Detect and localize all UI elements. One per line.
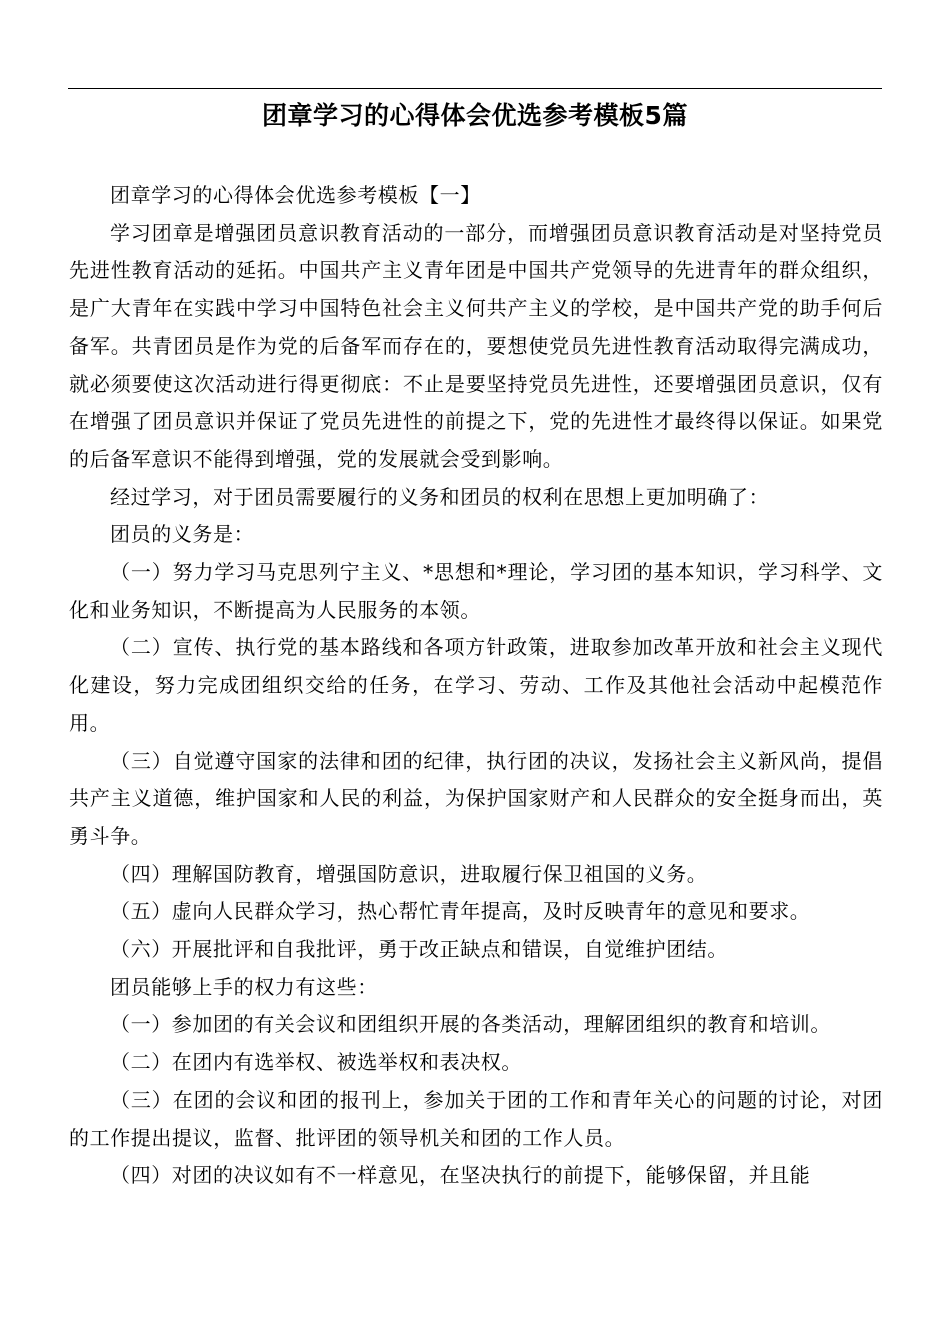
section-heading: 团章学习的心得体会优选参考模板【一】 — [110, 183, 481, 207]
list-item: （六）开展批评和自我批评，勇于改正缺点和错误，自觉维护团结。 — [110, 937, 728, 962]
list-item: （一）参加团的有关会议和团组织开展的各类活动，理解团组织的教育和培训。 — [110, 1012, 831, 1037]
list-heading: 团员的义务是： — [110, 522, 255, 547]
body-paragraph: 经过学习，对于团员需要履行的义务和团员的权利在思想上更加明确了： — [110, 484, 770, 509]
list-heading: 团员能够上手的权力有这些： — [110, 974, 378, 999]
list-item: （四）理解国防教育，增强国防意识，进取履行保卫祖国的义务。 — [110, 861, 708, 886]
list-item: （四）对团的决议如有不一样意见，在坚决执行的前提下，能够保留，并且能 — [110, 1163, 811, 1188]
list-item: （二）在团内有选举权、被选举权和表决权。 — [110, 1050, 522, 1075]
list-item: （三）在团的会议和团的报刊上，参加关于团的工作和青年关心的问题的讨论，对团的工作提出提议，监督、批评团的领导机关和团的工作人员。 — [69, 1087, 883, 1150]
list-item: （二）宣传、执行党的基本路线和各项方针政策，进取参加改革开放和社会主义现代化建设，努力完成团组织交给的任务，在学习、劳动、工作及其他社会活动中起模范作用。 — [69, 635, 883, 735]
list-item: （五）虚向人民群众学习，热心帮忙青年提高，及时反映青年的意见和要求。 — [110, 899, 811, 924]
list-item: （一）努力学习马克思列宁主义、*思想和*理论，学习团的基本知识，学习科学、文化和业务知识，不断提高为人民服务的本领。 — [69, 560, 883, 622]
header-rule — [68, 88, 882, 89]
document-body — [69, 177, 883, 1195]
document-title: 团章学习的心得体会优选参考模板5篇 — [262, 101, 688, 130]
list-item: （三）自觉遵守国家的法律和团的纪律，执行团的决议，发扬社会主义新风尚，提倡共产主义道德，维护国家和人民的利益，为保护国家财产和人民群众的安全挺身而出，英勇斗争。 — [69, 748, 883, 848]
body-paragraph: 学习团章是增强团员意识教育活动的一部分，而增强团员意识教育活动是对坚持党员先进性教育活动的延拓。中国共产主义青年团是中国共产党领导的先进青年的群众组织，是广大青年在实践中学习中国特色社会主义何共产主义的学校，是中国共产党的助手何后备军。共青团员是作为党的后备军而存在的，要想使党员先进性教育活动取得完满成功，就必须要使这次活动进行得更彻底：不止是要坚持党员先进性，还要增强团员意识，仅有在增强了团员意识并保证了党员先进性的前提之下，党的先进性才最终得以保证。如果党的后备军意识不能得到增强，党的发展就会受到影响。 — [69, 220, 883, 471]
